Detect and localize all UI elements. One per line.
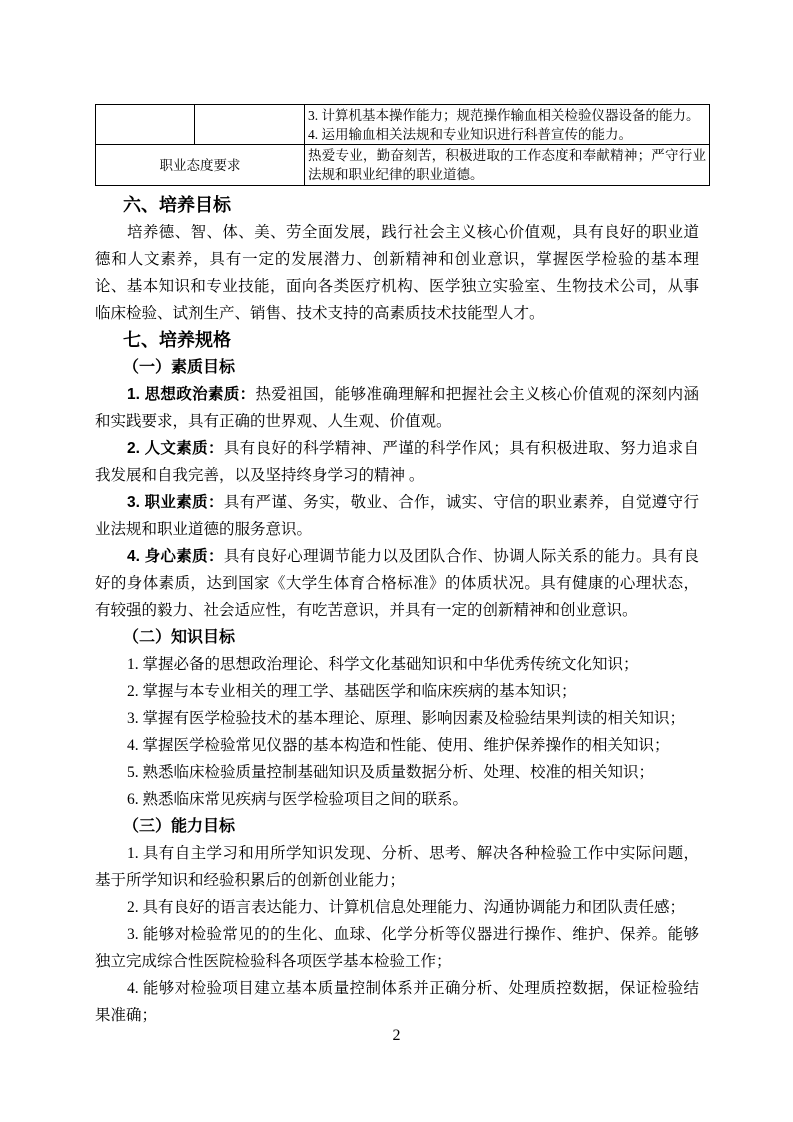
ability-item: 2. 具有良好的语言表达能力、计算机信息处理能力、沟通协调能力和团队责任感； [127,899,686,916]
section-heading-training-spec: 七、培养规格 [123,330,231,350]
quality-item [95,489,699,543]
knowledge-item: 6. 熟悉临床常见疾病与医学检验项目之间的联系。 [127,791,469,808]
table-cell-ability-items [305,105,710,145]
quality-item-text: 具有良好心理调节能力以及团队合作、协调人际关系的能力。具有良好的身体素质，达到国家《大学生体育合格标准》的体质状况。具有健康的心理状态，有较强的毅力、社会适应性，有吃苦意识，并具有一定的创新精神和创业意识。 [95,548,699,619]
training-objective-paragraph: 培养德、智、体、美、劳全面发展，践行社会主义核心价值观，具有良好的职业道德和人文素养，具有一定的发展潜力、创新精神和创业意识，掌握医学检验的基本理论、基本知识和专业技能，面向各类医疗机构、医学独立实验室、生物技术公司，从事临床检验、试剂生产、销售、技术支持的高素质技术技能型人才。 [95,224,699,322]
quality-item [95,381,699,435]
subsection-heading-knowledge: （二）知识目标 [123,629,236,646]
table-row [96,105,710,145]
ability-item: 4. 能够对检验项目建立基本质量控制体系并正确分析、处理质控数据，保证检验结果准确； [95,980,699,1024]
quality-item-text: 热爱祖国，能够准确理解和把握社会主义核心价值观的深刻内涵和实践要求，具有正确的世界观、人生观、价值观。 [95,386,699,430]
requirements-table [95,104,710,186]
knowledge-item: 1. 掌握必备的思想政治理论、科学文化基础知识和中华优秀传统文化知识； [127,656,639,673]
quality-item [95,435,699,489]
page-content [95,104,706,1029]
document-body [95,192,699,1029]
section-heading-training-objective: 六、培养目标 [123,195,231,215]
knowledge-item: 4. 掌握医学检验常见仪器的基本构造和性能、使用、维护保养操作的相关知识； [127,737,670,754]
knowledge-item: 2. 掌握与本专业相关的理工学、基础医学和临床疾病的基本知识； [127,683,577,700]
quality-item-text: 具有良好的科学精神、严谨的科学作风；具有积极进取、努力追求自我发展和自我完善，以及坚持终身学习的精神 。 [95,440,699,484]
table-cell-empty [96,105,195,145]
subsection-heading-ability: （三）能力目标 [123,818,236,835]
ability-item: 1. 具有自主学习和用所学知识发现、分析、思考、解决各种检验工作中实际问题，基于所学知识和经验积累后的创新创业能力； [95,845,699,889]
knowledge-item: 3. 掌握有医学检验技术的基本理论、原理、影响因素及检验结果判读的相关知识； [127,710,686,727]
table-text-line: 3. 计算机基本操作能力；规范操作输血相关检验仪器设备的能力。 [308,107,700,123]
table-cell-attitude-content: 热爱专业，勤奋刻苦，积极进取的工作态度和奉献精神；严守行业法规和职业纪律的职业道德。 [305,145,710,186]
quality-item-label: 4. 身心素质： [127,548,224,565]
quality-item-label: 1. 思想政治素质： [127,386,256,403]
knowledge-item: 5. 熟悉临床检验质量控制基础知识及质量数据分析、处理、校准的相关知识； [127,764,655,781]
table-row [96,145,710,186]
quality-item [95,543,699,624]
table-cell-empty [195,105,305,145]
quality-item-label: 2. 人文素质： [127,440,224,457]
quality-item-text: 具有严谨、务实，敬业、合作，诚实、守信的职业素养，自觉遵守行业法规和职业道德的服务意识。 [95,494,699,538]
table-text-line: 4. 运用输血相关法规和专业知识进行科普宣传的能力。 [308,126,632,142]
ability-item: 3. 能够对检验常见的的生化、血球、化学分析等仪器进行操作、维护、保养。能够独立完成综合性医院检验科各项医学基本检验工作； [95,926,699,970]
table-cell-attitude-label: 职业态度要求 [96,145,305,186]
subsection-heading-quality: （一）素质目标 [123,359,236,376]
page-number: 2 [392,1027,401,1044]
quality-item-label: 3. 职业素质： [127,494,224,511]
